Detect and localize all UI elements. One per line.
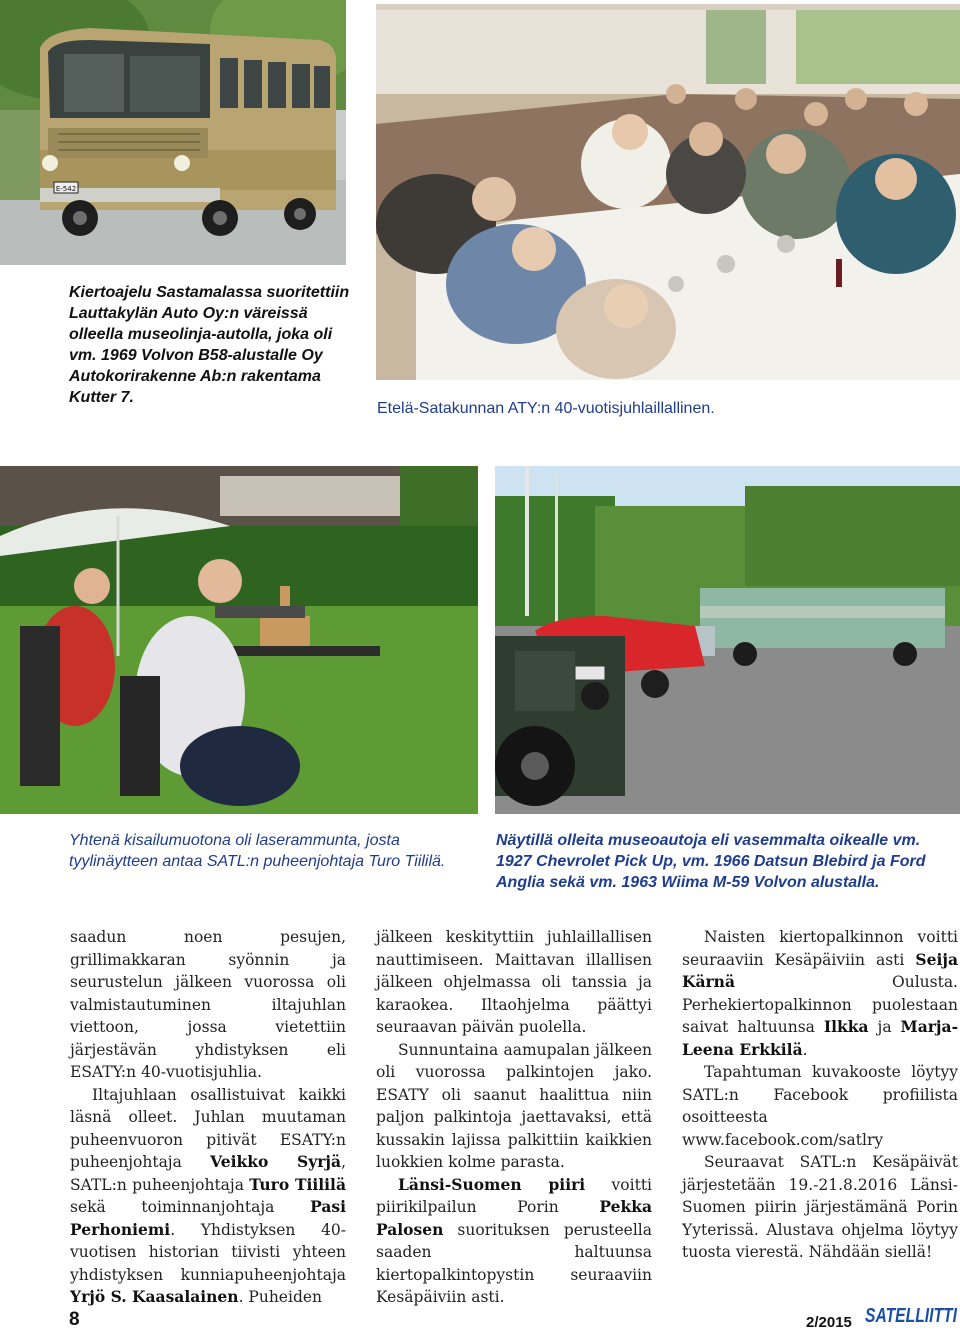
col3-para-2: Tapahtuman kuvakooste löytyy SATL:n Facebook profiilista osoitteesta www.facebook.com/satlry: [682, 1063, 958, 1149]
satelliitti-logo: [864, 1298, 958, 1328]
person-name: Pasi Perhoniemi: [70, 1197, 346, 1239]
caption-bus: Kiertoajelu Sastamalassa suoritettiin Lauttakylän Auto Oy:n väreissä olleella museolinja-autolla, joka oli vm. 1969 Volvon B58-alustalle Oy Autokorirakenne Ab:n rakentama Kutter 7.: [69, 284, 350, 406]
issue-number: 2/2015: [806, 1314, 852, 1331]
photo-museum-vehicles: [495, 466, 960, 814]
person-name: Yrjö S. Kaasalainen: [70, 1287, 239, 1306]
page-number: 8: [69, 1309, 80, 1330]
col1-para-1: saadun noen pesujen, grillimakkaran syönnin ja seurustelun jälkeen vuorossa oli valmistautuminen iltajuhlan viettoon, jossa vietettiin järjestävän yhdistyksen eli ESATY:n 40-vuotisjuhlia.: [70, 928, 346, 1081]
col1-para-2: Iltajuhlaan osallistuivat kaikki läsnä olleet. Juhlan muutaman puheenvuoron pitivät ESATY:n puheenjohtaja Veikko Syrjä, SATL:n puheenjohtaja Turo Tiililä sekä toiminnanjohtaja Pasi Perhoniemi. Yhdistyksen 40-vuotisen historian tiivisti yhteen yhdistyksen kunniapuheenjohtaja Yrjö S. Kaasalainen. Puheiden: [70, 1085, 346, 1306]
photo-anniversary-dinner: [376, 4, 960, 380]
article-column-2: [376, 926, 652, 1309]
caption-dinner: Etelä-Satakunnan ATY:n 40-vuotisjuhlaillallinen.: [377, 400, 715, 417]
col2-para-1: jälkeen keskityttiin juhlaillallisen nauttimiseen. Maittavan illallisen jälkeen ohjelmassa oli tanssia ja karaokea. Iltaohjelma päättyi seuraavan päivän puolella.: [376, 928, 652, 1036]
photo-museum-bus: [0, 0, 346, 265]
article-column-1: [70, 926, 346, 1309]
person-name: Marja-Leena Erkkilä: [682, 1017, 958, 1059]
col3-para-1: Naisten kiertopalkinnon voitti seuraaviin Kesäpäiviin asti Seija Kärnä Oulusta. Perhekiertopalkinnon puolestaan saivat haltuunsa Ilkka ja Marja-Leena Erkkilä.: [682, 928, 958, 1059]
article-column-3: [682, 926, 958, 1264]
person-name: Turo Tiililä: [249, 1174, 346, 1194]
caption-vehicles: Näytillä olleita museoautoja eli vasemmalta oikealle vm. 1927 Chevrolet Pick Up, vm. 1966 Datsun Blebird ja Ford Anglia sekä vm. 1963 Wiima M-59 Volvon alustalla.: [496, 832, 926, 891]
person-name: Veikko Syrjä: [210, 1152, 342, 1171]
district-name: Länsi-Suomen piiri: [398, 1174, 586, 1194]
col2-para-2: Sunnuntaina aamupalan jälkeen oli vuorossa palkintojen jako. ESATY oli saanut haalittua niin paljon palkintoja jaettavaksi, että kussakin lajissa palkittiin kaikkien luokkien kolme parasta.: [376, 1040, 652, 1171]
person-name: Ilkka: [823, 1017, 869, 1036]
caption-shooting: Yhtenä kisailumuotona oli laserammunta, josta tyylinäytteen antaa SATL:n puheenjohtaja Turo Tiililä.: [69, 832, 446, 870]
person-name: Seija Kärnä: [682, 949, 958, 991]
logo-text: SATELLIITTI: [865, 1305, 958, 1327]
photo-laser-shooting: [0, 466, 478, 814]
col2-para-3: Länsi-Suomen piiri voitti piirikilpailun Porin Pekka Palosen suorituksen perusteella saaden haltuunsa kiertopalkintopystin seuraaviin Kesäpäiviin asti.: [376, 1174, 653, 1306]
bus-license-plate: E-542: [55, 185, 77, 193]
person-name: Pekka Palosen: [376, 1197, 652, 1239]
col3-para-3: Seuraavat SATL:n Kesäpäivät järjestetään 19.-21.8.2016 Länsi-Suomen piirin järjestämänä Porin Yyterissä. Alustava ohjelma löytyy tuosta vierestä. Nähdään siellä!: [682, 1153, 958, 1261]
